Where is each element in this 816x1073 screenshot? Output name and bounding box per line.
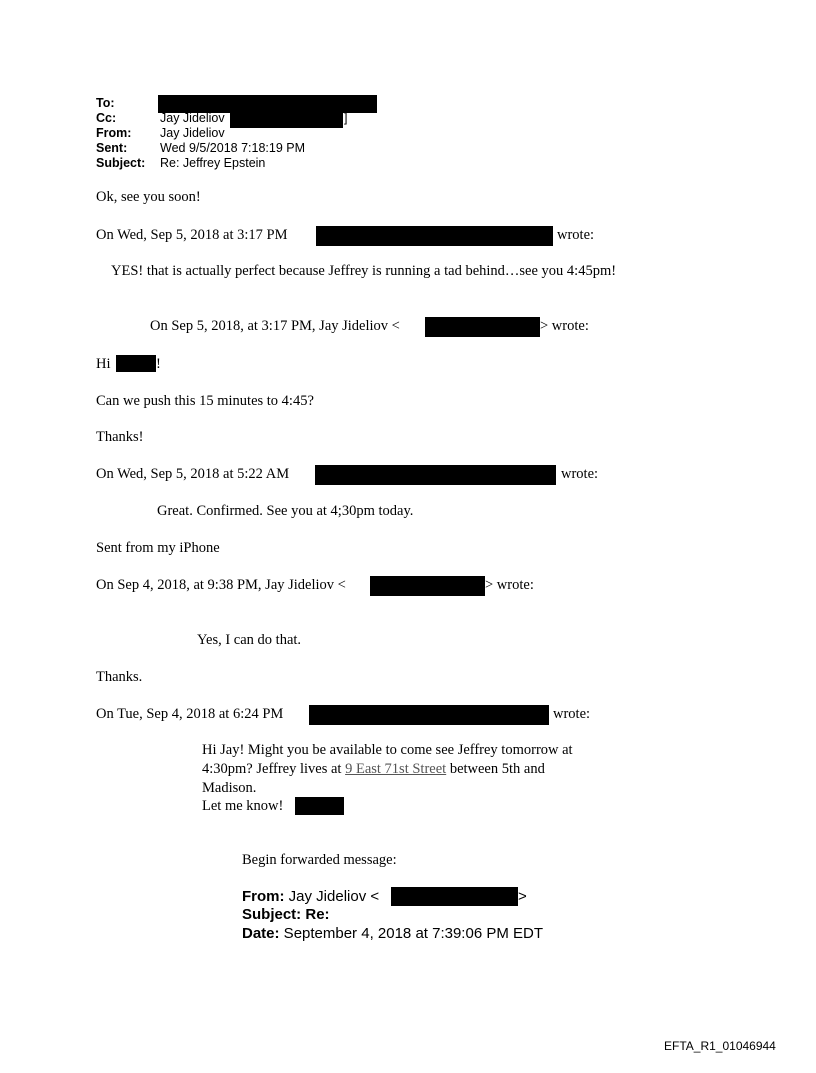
quote-header-suffix: wrote: xyxy=(553,706,591,722)
quote-header-suffix: > wrote: xyxy=(485,577,534,593)
redaction-block xyxy=(425,317,540,337)
subject-label: Subject: xyxy=(96,156,146,170)
cc-value: Jay Jideliov xyxy=(160,111,225,125)
quote-header: On Sep 4, 2018, at 9:38 PM, Jay Jideliov < xyxy=(96,577,346,593)
message-line: Can we push this 15 minutes to 4:45? xyxy=(96,393,314,409)
signature-line: Sent from my iPhone xyxy=(96,540,220,556)
cc-close-bracket: ] xyxy=(344,111,348,125)
redaction-block xyxy=(230,112,343,128)
reply-line: Ok, see you soon! xyxy=(96,189,201,205)
forward-intro: Begin forwarded message: xyxy=(242,852,397,868)
quote-header: On Sep 5, 2018, at 3:17 PM, Jay Jideliov < xyxy=(150,318,400,334)
invite-line: Madison. xyxy=(202,780,257,796)
from-label: From: xyxy=(96,126,132,140)
forward-subject: Subject: Re: xyxy=(242,906,330,923)
redaction-block xyxy=(370,576,485,596)
cc-label: Cc: xyxy=(96,111,117,125)
redaction-block xyxy=(316,226,553,246)
quote-header: On Wed, Sep 5, 2018 at 5:22 AM xyxy=(96,466,290,482)
redaction-block xyxy=(116,355,156,372)
forward-date: Date: September 4, 2018 at 7:39:06 PM EDT xyxy=(242,925,543,942)
quote-header-suffix: wrote: xyxy=(557,227,595,243)
document-id: EFTA_R1_01046944 xyxy=(664,1039,776,1053)
forward-from: From: Jay Jideliov < xyxy=(242,888,380,905)
redaction-block xyxy=(391,887,518,906)
invite-line: 4:30pm? Jeffrey lives at 9 East 71st Street between 5th and xyxy=(202,761,545,777)
message-line: Yes, I can do that. xyxy=(197,632,302,648)
greeting-suffix: ! xyxy=(156,356,161,372)
redaction-block xyxy=(295,797,344,815)
quote-header: On Wed, Sep 5, 2018 at 3:17 PM xyxy=(96,227,288,243)
quote-header-suffix: > wrote: xyxy=(540,318,589,334)
redaction-block xyxy=(315,465,556,485)
sent-value: Wed 9/5/2018 7:18:19 PM xyxy=(160,141,306,155)
invite-line: Hi Jay! Might you be available to come see Jeffrey tomorrow at xyxy=(202,742,573,758)
reply-line: YES! that is actually perfect because Jeffrey is running a tad behind…see you 4:45pm! xyxy=(111,263,617,279)
address-link[interactable]: 9 East 71st Street xyxy=(345,761,447,777)
sent-label: Sent: xyxy=(96,141,128,155)
quote-header-suffix: wrote: xyxy=(561,466,599,482)
greeting: Hi xyxy=(96,356,111,372)
forward-from-close: > xyxy=(518,888,527,905)
message-line: Thanks. xyxy=(96,669,143,685)
from-value: Jay Jideliov xyxy=(160,126,225,140)
message-line: Great. Confirmed. See you at 4;30pm today. xyxy=(157,503,414,519)
invite-line: Let me know! xyxy=(202,798,284,814)
to-label: To: xyxy=(96,96,115,110)
redaction-block xyxy=(309,705,549,725)
quote-header: On Tue, Sep 4, 2018 at 6:24 PM xyxy=(96,706,284,722)
subject-value: Re: Jeffrey Epstein xyxy=(160,156,266,170)
message-line: Thanks! xyxy=(96,429,144,445)
